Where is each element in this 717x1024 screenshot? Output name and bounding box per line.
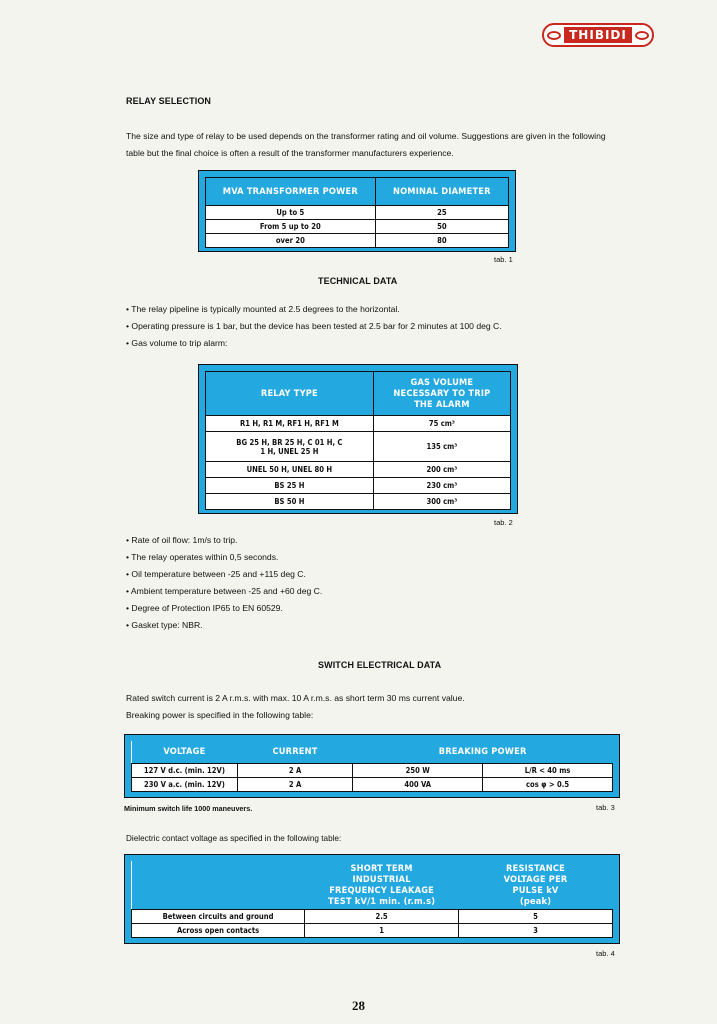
table-row-cell: 200 cm³ [373, 462, 510, 478]
table-row-cell: 75 cm³ [373, 416, 510, 432]
switch-data-line-2: Breaking power is specified in the following table: [126, 710, 314, 720]
table-row-cell: BG 25 H, BR 25 H, C 01 H, C 1 H, UNEL 25 H [206, 432, 374, 462]
table-1 [205, 177, 509, 248]
table-4-header-empty [132, 861, 305, 909]
list-item: • Ambient temperature between -25 and +60 deg C. [126, 583, 322, 600]
switch-life-note: Minimum switch life 1000 maneuvers. [124, 804, 253, 813]
table-row-cell: UNEL 50 H, UNEL 80 H [206, 462, 374, 478]
table-row-cell: 1 [305, 923, 459, 937]
table-4-header-leakage: SHORT TERM INDUSTRIAL FREQUENCY LEAKAGE TEST kV/1 min. (r.m.s) [305, 861, 459, 909]
logo-left-ring-icon [547, 31, 561, 40]
table-row-cell: over 20 [206, 234, 376, 248]
list-item: • Rate of oil flow: 1m/s to trip. [126, 532, 322, 549]
table-1-header-diameter: NOMINAL DIAMETER [375, 178, 508, 206]
table-row-cell: 25 [375, 206, 508, 220]
list-item: • The relay pipeline is typically mounted at 2.5 degrees to the horizontal. [126, 301, 502, 318]
dielectric-text: Dielectric contact voltage as specified in the following table: [126, 834, 342, 843]
list-item: • Gas volume to trip alarm: [126, 335, 502, 352]
relay-selection-heading: RELAY SELECTION [126, 96, 212, 106]
table-row-cell: 2 A [237, 763, 352, 777]
table-row-cell: Across open contacts [132, 923, 305, 937]
table-row-cell: cos φ > 0.5 [483, 777, 613, 791]
table-3-frame [124, 734, 620, 798]
table-row-cell: 50 [375, 220, 508, 234]
table-row-cell: Between circuits and ground [132, 909, 305, 923]
table-1-label: tab. 1 [494, 255, 513, 264]
table-row-cell: 2.5 [305, 909, 459, 923]
page-number: 28 [352, 998, 365, 1013]
list-item: • Degree of Protection IP65 to EN 60529. [126, 600, 322, 617]
list-item: • Gasket type: NBR. [126, 617, 322, 634]
table-row-cell: 250 W [353, 763, 483, 777]
table-4-header-resistance: RESISTANCE VOLTAGE PER PULSE kV (peak) [459, 861, 613, 909]
table-row-cell: 5 [459, 909, 613, 923]
table-3-header-voltage: VOLTAGE [132, 741, 238, 763]
table-row-cell: 300 cm³ [373, 494, 510, 510]
table-2-frame [198, 364, 518, 514]
table-2-header-volume: GAS VOLUME NECESSARY TO TRIP THE ALARM [373, 372, 510, 416]
table-3-header-breaking-power: BREAKING POWER [353, 741, 613, 763]
table-row-cell: 230 cm³ [373, 478, 510, 494]
table-4 [131, 861, 613, 938]
table-1-header-power: MVA TRANSFORMER POWER [206, 178, 376, 206]
table-4-label: tab. 4 [596, 949, 615, 958]
table-row-cell: 400 VA [353, 777, 483, 791]
technical-data-list [126, 301, 502, 352]
table-2-label: tab. 2 [494, 518, 513, 527]
table-3-label: tab. 3 [596, 803, 615, 812]
logo-right-ring-icon [635, 31, 649, 40]
table-row-cell: 80 [375, 234, 508, 248]
list-item: • Operating pressure is 1 bar, but the device has been tested at 2.5 bar for 2 minutes at 100 deg C. [126, 318, 502, 335]
table-row-cell: 127 V d.c. (min. 12V) [132, 763, 238, 777]
switch-data-heading: SWITCH ELECTRICAL DATA [318, 660, 442, 670]
table-row-cell: 135 cm³ [373, 432, 510, 462]
thibidi-logo [542, 23, 654, 47]
table-row-cell: Up to 5 [206, 206, 376, 220]
relay-selection-text: The size and type of relay to be used depends on the transformer rating and oil volume. Suggestions are given in the following table but the final choice is often a result of the transformer manufacturers experience. [126, 131, 606, 158]
table-2-header-type: RELAY TYPE [206, 372, 374, 416]
list-item: • The relay operates within 0,5 seconds. [126, 549, 322, 566]
table-row-cell: L/R < 40 ms [483, 763, 613, 777]
list-item: • Oil temperature between -25 and +115 deg C. [126, 566, 322, 583]
table-4-frame [124, 854, 620, 944]
table-1-frame [198, 170, 516, 252]
table-2 [205, 371, 511, 510]
specs-list [126, 532, 322, 634]
technical-data-heading: TECHNICAL DATA [318, 276, 398, 286]
table-row-cell: 2 A [237, 777, 352, 791]
table-row-cell: 3 [459, 923, 613, 937]
table-row-cell: BS 25 H [206, 478, 374, 494]
table-row-cell: BS 50 H [206, 494, 374, 510]
table-row-cell: From 5 up to 20 [206, 220, 376, 234]
table-3-header-current: CURRENT [237, 741, 352, 763]
table-row-cell: R1 H, R1 M, RF1 H, RF1 M [206, 416, 374, 432]
table-3 [131, 741, 613, 792]
switch-data-line-1: Rated switch current is 2 A r.m.s. with max. 10 A r.m.s. as short term 30 ms current value. [126, 693, 465, 703]
table-row-cell: 230 V a.c. (min. 12V) [132, 777, 238, 791]
logo-text: THIBIDI [564, 27, 632, 43]
